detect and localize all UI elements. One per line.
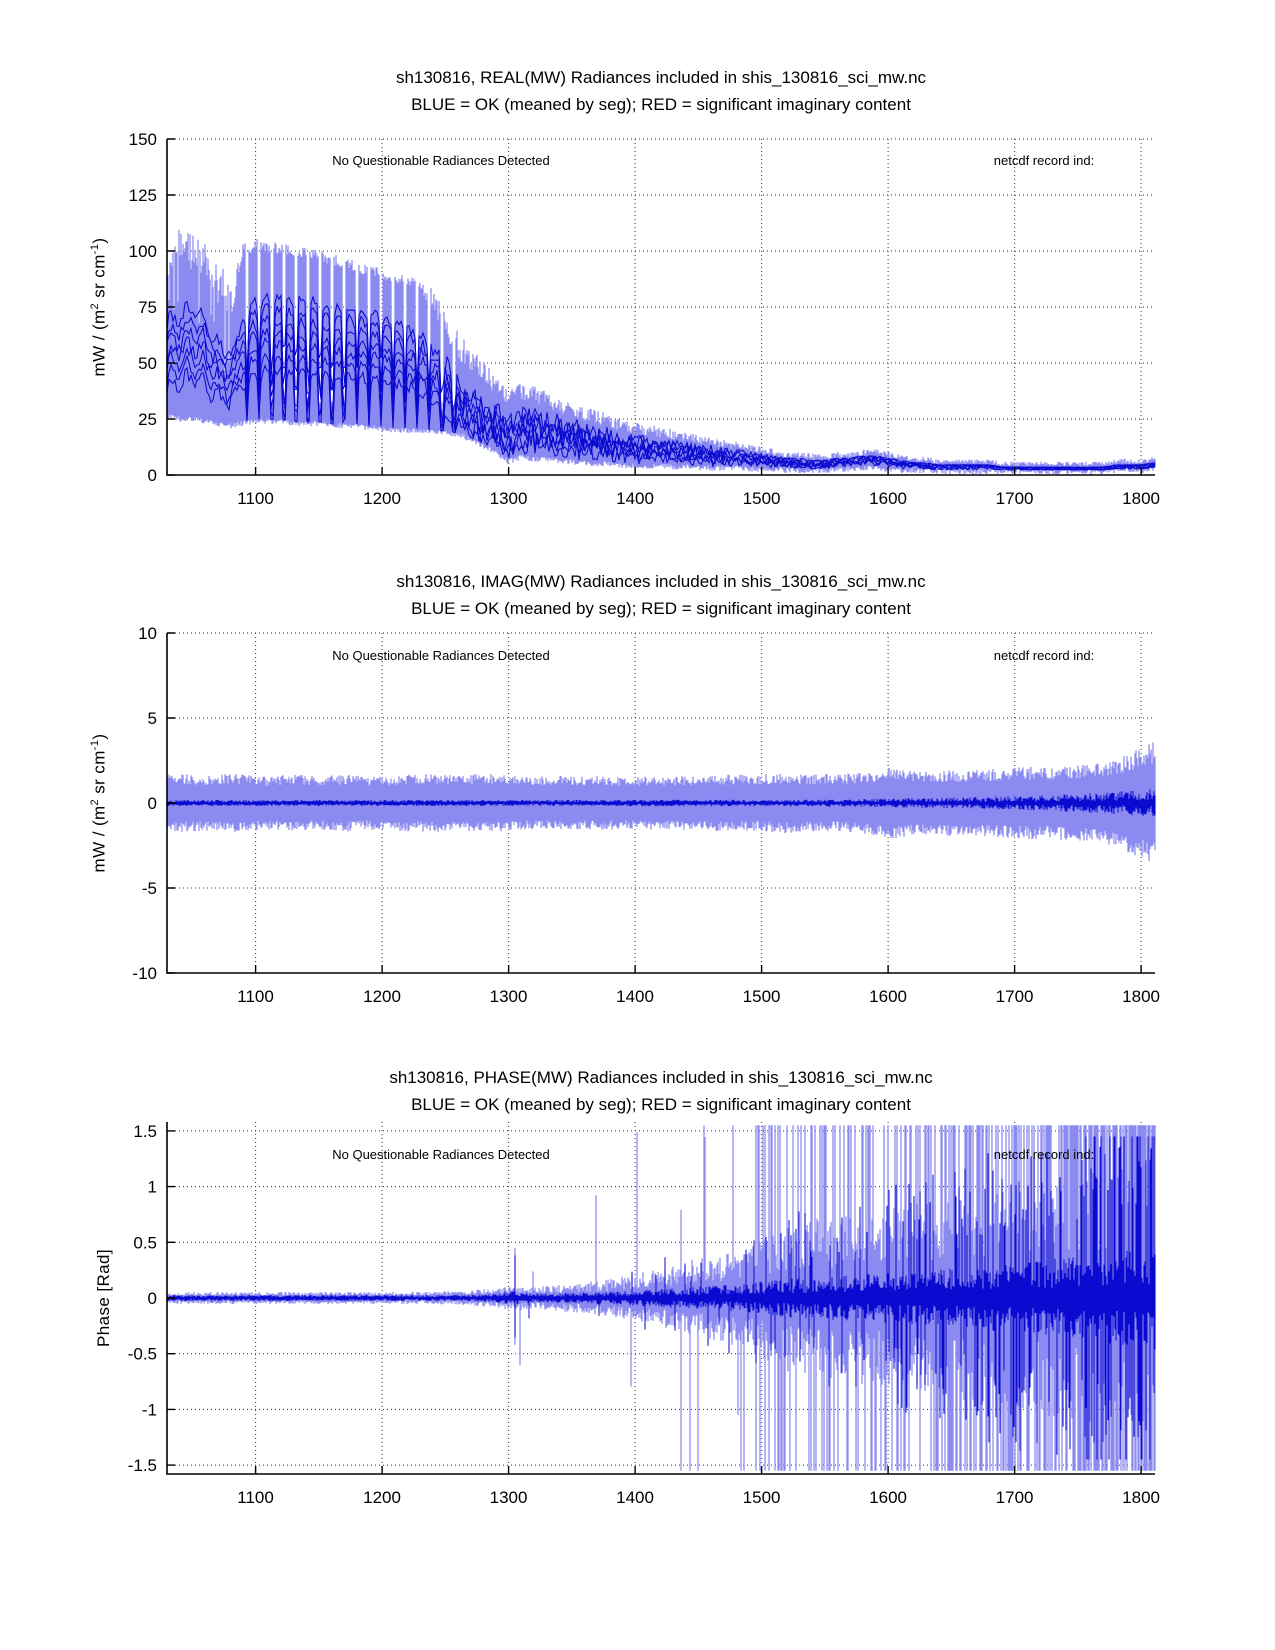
phase-plot-title-block: [167, 1064, 1155, 1118]
tick-label: 1300: [489, 489, 528, 508]
phase-plot: [128, 1122, 1160, 1507]
tick-label: 1400: [616, 987, 654, 1006]
tick-label: 1200: [363, 987, 401, 1006]
phase-ylabel: Phase [Rad]: [94, 1249, 113, 1347]
real-ylabel-text: mW / (m: [89, 309, 109, 377]
tick-label: 1600: [869, 987, 907, 1006]
imag-plot-subtitle: BLUE = OK (meaned by seg); RED = significant imaginary content: [411, 599, 911, 618]
tick-label: 1400: [616, 489, 654, 508]
tick-label: -0.5: [127, 1344, 157, 1364]
tick-label: 1: [147, 1177, 157, 1197]
tick-label: 1300: [489, 1488, 528, 1507]
real-plot: [129, 130, 1160, 508]
phase-plot-title: sh130816, PHASE(MW) Radiances included in shis_130816_sci_mw.nc: [389, 1068, 933, 1087]
tick-label: 1800: [1122, 987, 1160, 1006]
real-ylabel: [89, 142, 111, 472]
tick-label: 0: [147, 1289, 157, 1308]
real-envelope: [167, 230, 1155, 474]
real-annotation-left: No Questionable Radiances Detected: [332, 153, 550, 168]
imag-ylabel-sup2: -1: [89, 739, 101, 751]
imag-plot-title-block: [167, 568, 1155, 622]
tick-label: 1800: [1122, 489, 1160, 508]
imag-plot-title: sh130816, IMAG(MW) Radiances included in shis_130816_sci_mw.nc: [396, 572, 926, 591]
tick-label: -1.5: [127, 1456, 157, 1476]
imag-ylabel-text2: sr cm: [89, 750, 109, 799]
real-ylabel-sup: 2: [89, 302, 101, 310]
tick-label: 1300: [489, 987, 528, 1006]
tick-label: 1100: [237, 987, 274, 1006]
tick-label: 1600: [869, 489, 907, 508]
imag-ylabel-text: mW / (m: [89, 805, 109, 873]
imag-annotation-left: No Questionable Radiances Detected: [332, 648, 550, 663]
tick-label: 1100: [237, 489, 274, 508]
real-ylabel-text3: ): [89, 237, 109, 244]
tick-label: 125: [128, 186, 157, 205]
tick-label: 1700: [995, 1488, 1034, 1507]
tick-label: 1200: [363, 489, 401, 508]
real-ylabel-sup2: -1: [89, 243, 101, 255]
imag-plot: [132, 624, 1160, 1006]
real-plot-subtitle: BLUE = OK (meaned by seg); RED = significant imaginary content: [411, 95, 911, 114]
tick-label: 150: [128, 130, 157, 149]
tick-label: 75: [138, 298, 157, 317]
tick-label: 1500: [742, 1488, 781, 1507]
real-plot-title: sh130816, REAL(MW) Radiances included in shis_130816_sci_mw.nc: [395, 68, 927, 87]
tick-label: 0: [147, 466, 157, 485]
real-plot-title-block: [167, 64, 1155, 118]
imag-ylabel-sup: 2: [89, 798, 101, 806]
tick-label: 1.5: [133, 1121, 157, 1141]
imag-ylabel-text3: ): [89, 733, 109, 740]
tick-label: -10: [132, 964, 157, 983]
tick-label: 0: [147, 794, 157, 813]
tick-label: 100: [128, 242, 157, 261]
tick-label: 10: [138, 624, 157, 643]
tick-label: 1700: [995, 987, 1034, 1006]
tick-label: 0.5: [133, 1233, 157, 1253]
tick-label: -5: [141, 879, 157, 898]
tick-label: 50: [138, 354, 157, 373]
tick-label: 1400: [616, 1488, 654, 1507]
imag-annotation-right: netcdf record ind:: [993, 648, 1095, 663]
tick-label: 1600: [869, 1488, 907, 1507]
real-ylabel-text2: sr cm: [89, 254, 109, 303]
tick-label: 1100: [237, 1488, 274, 1507]
tick-label: 1500: [742, 987, 781, 1006]
tick-label: 5: [147, 709, 157, 728]
phase-annotation-left: No Questionable Radiances Detected: [332, 1147, 550, 1162]
tick-label: 1800: [1122, 1488, 1160, 1507]
imag-ylabel: [89, 638, 111, 968]
tick-label: 1200: [363, 1488, 401, 1507]
phase-annotation-right: netcdf record ind:: [993, 1147, 1095, 1162]
tick-label: 1700: [995, 489, 1034, 508]
real-annotation-right: netcdf record ind:: [993, 153, 1095, 168]
tick-label: 25: [138, 410, 157, 429]
phase-plot-subtitle: BLUE = OK (meaned by seg); RED = significant imaginary content: [411, 1095, 911, 1114]
tick-label: -1: [141, 1400, 157, 1420]
tick-label: 1500: [742, 489, 781, 508]
